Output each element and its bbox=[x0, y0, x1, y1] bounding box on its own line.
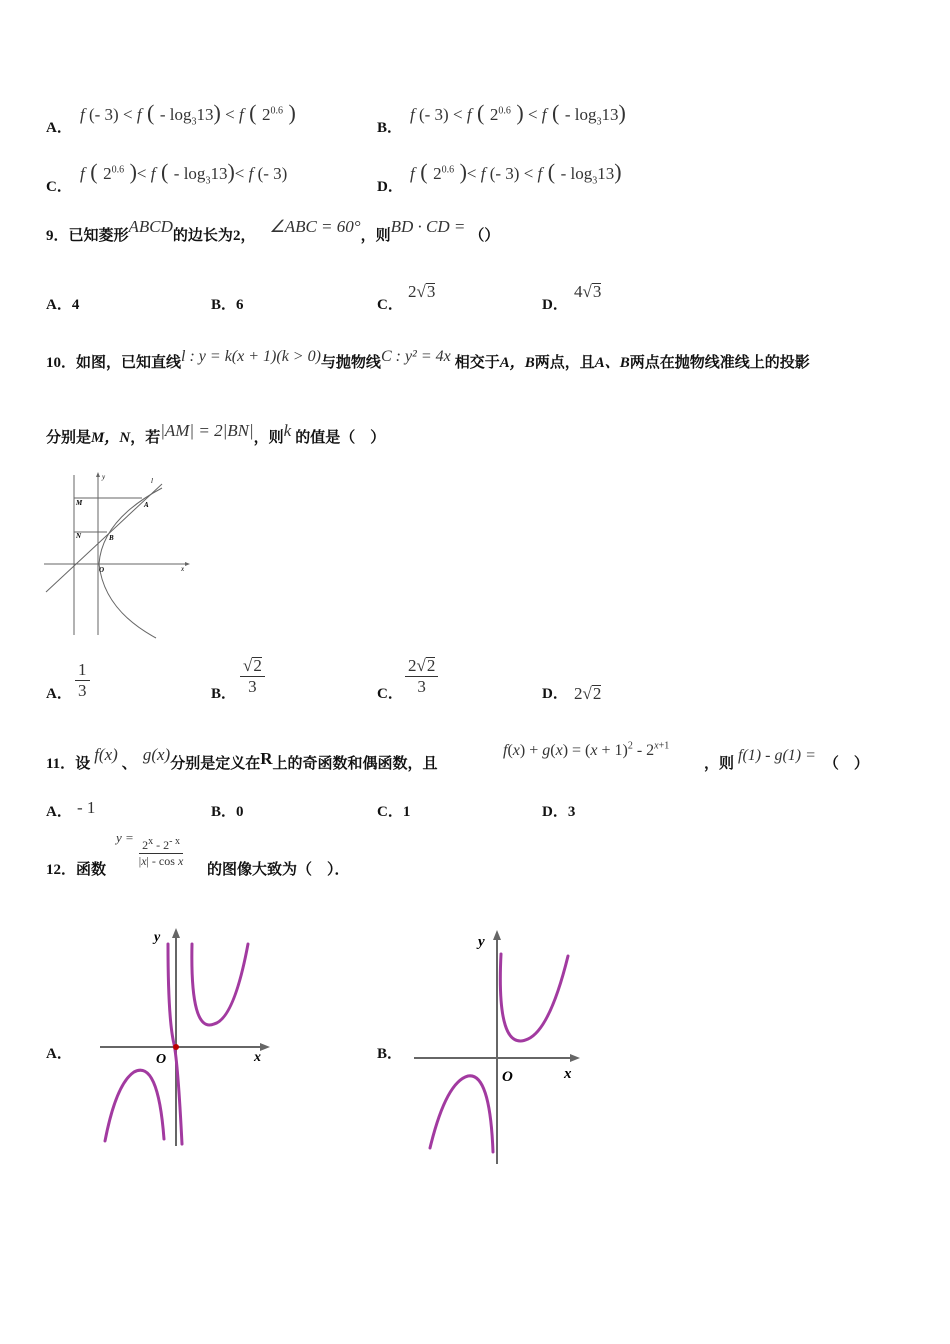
q12a-x-arrow bbox=[260, 1043, 270, 1051]
q10-label-O: O bbox=[99, 566, 105, 574]
q11-option-b: B．0 bbox=[211, 804, 244, 820]
q11-stem-tail: ，则 f(1) - g(1) = （ ） bbox=[704, 747, 869, 772]
q10-x-arrow bbox=[185, 562, 190, 566]
q11-equation: $f(x) + g(x) = (x + 1)^2 - 2^{x+1}$ bbox=[503, 740, 670, 759]
q9-option-c-label: C． bbox=[377, 297, 403, 313]
q10-option-b-value: $\frac{√2}{3}$ bbox=[240, 656, 265, 697]
q10-label-y: y bbox=[102, 473, 106, 481]
q9-option-d-value: 4√3 bbox=[574, 282, 602, 301]
q10-option-b-label: B． bbox=[211, 686, 237, 702]
q11-option-d: D．3 bbox=[542, 804, 576, 820]
q12a-label-x: x bbox=[254, 1050, 261, 1065]
q9-option-b: B．6 bbox=[211, 297, 244, 313]
q12b-label-O: O bbox=[502, 1069, 513, 1085]
q10-label-x: x bbox=[181, 565, 185, 573]
q12a-origin-dot bbox=[173, 1044, 179, 1050]
q9-option-a: A．4 bbox=[46, 297, 80, 313]
q10-option-c-label: C． bbox=[377, 686, 403, 702]
q10-label-N: N bbox=[76, 532, 82, 540]
q12b-y-arrow bbox=[493, 930, 501, 940]
q10-label-B: B bbox=[109, 534, 114, 542]
q8-option-c-label: C． bbox=[46, 179, 72, 195]
q8-option-d-formula: f ( $2^{0.6}$ )< f (- 3) < f ( - $\log_313$) bbox=[410, 159, 622, 187]
q12b-label-y: y bbox=[478, 934, 485, 950]
q12b-curve-right bbox=[500, 954, 568, 1041]
q10-stem-line2: 分别是M，N，若|AM| = 2|BN|，则k 的值是（ ） bbox=[46, 421, 386, 446]
q12-option-b-label: B． bbox=[377, 1046, 403, 1062]
q12-stem: 12．函数 bbox=[46, 860, 107, 878]
q12b-x-arrow bbox=[570, 1054, 580, 1062]
q10-option-c-value: $\frac{2√2}{3}$ bbox=[405, 656, 438, 697]
q10-label-M: M bbox=[76, 499, 83, 507]
q9-option-d-label: D． bbox=[542, 297, 568, 313]
q12a-label-O: O bbox=[156, 1052, 167, 1067]
q9-option-c-value: 2√3 bbox=[408, 282, 436, 301]
q12-option-b-graph bbox=[410, 924, 590, 1169]
q12-stem-tail: 的图像大致为（ ）． bbox=[207, 860, 350, 878]
q11-number: 11． bbox=[46, 756, 76, 772]
q10-label-A: A bbox=[144, 501, 149, 509]
q10-option-d-label: D． bbox=[542, 686, 568, 702]
q9-number: 9． bbox=[46, 228, 69, 244]
q8-option-a-label: A． bbox=[46, 120, 72, 136]
q12b-label-x: x bbox=[564, 1066, 572, 1082]
q12-option-a-graph bbox=[96, 924, 276, 1149]
q10-figure bbox=[44, 470, 194, 640]
q12-function: $^{y =}$ $\frac{2^x - 2^{- x}}{\text{|x| - cos x}}$ bbox=[116, 830, 184, 868]
q12a-curve-right bbox=[192, 944, 248, 1025]
q11-option-c: C．1 bbox=[377, 804, 411, 820]
q12a-y-arrow bbox=[172, 928, 180, 938]
q11-stem: 11．设 f(x) 、 g(x)分别是定义在R上的奇函数和偶函数，且 bbox=[46, 745, 438, 772]
q11-option-a-label: A． bbox=[46, 804, 72, 820]
q10-option-d-value: 2√2 bbox=[574, 684, 602, 703]
q8-option-a-formula: f (- 3) < f ( - $\log_313) < f$ ( $2^{0.6}$ ) bbox=[80, 100, 296, 128]
q10-option-a-label: A． bbox=[46, 686, 72, 702]
q12a-curve-left bbox=[105, 1070, 164, 1141]
q12-number: 12． bbox=[46, 862, 77, 878]
q10-number: 10． bbox=[46, 355, 77, 371]
q12-option-a-label: A． bbox=[46, 1046, 72, 1062]
q9-stem: 9．已知菱形ABCD的边长为2， ∠ABC = 60°，则BD · CD = （） bbox=[46, 217, 500, 244]
q8-option-b-label: B． bbox=[377, 120, 403, 136]
q10-stem-line1: 10．如图，已知直线l : y = k(x + 1)(k > 0)与抛物线C : y² = 4x 相交于A，B两点，且A、B两点在抛物线准线上的投影 bbox=[46, 348, 810, 371]
q11-option-a-value: - 1 bbox=[77, 798, 96, 817]
q10-option-a-value: $\frac{1}{3}$ bbox=[75, 660, 90, 701]
q10-label-l: l bbox=[151, 477, 153, 485]
q12b-curve-left bbox=[430, 1076, 493, 1152]
q8-option-d-label: D． bbox=[377, 179, 403, 195]
q12a-label-y: y bbox=[154, 930, 161, 945]
q8-option-b-formula: f (- 3) < f ( $2^{0.6}$ ) < f ( - $\log_313$) bbox=[410, 100, 626, 128]
q10-parabola bbox=[99, 488, 162, 638]
q10-y-arrow bbox=[96, 472, 100, 477]
q8-option-c-formula: f ( $2^{0.6}$ )< f ( - $\log_313)< f$ (- 3) bbox=[80, 159, 288, 187]
